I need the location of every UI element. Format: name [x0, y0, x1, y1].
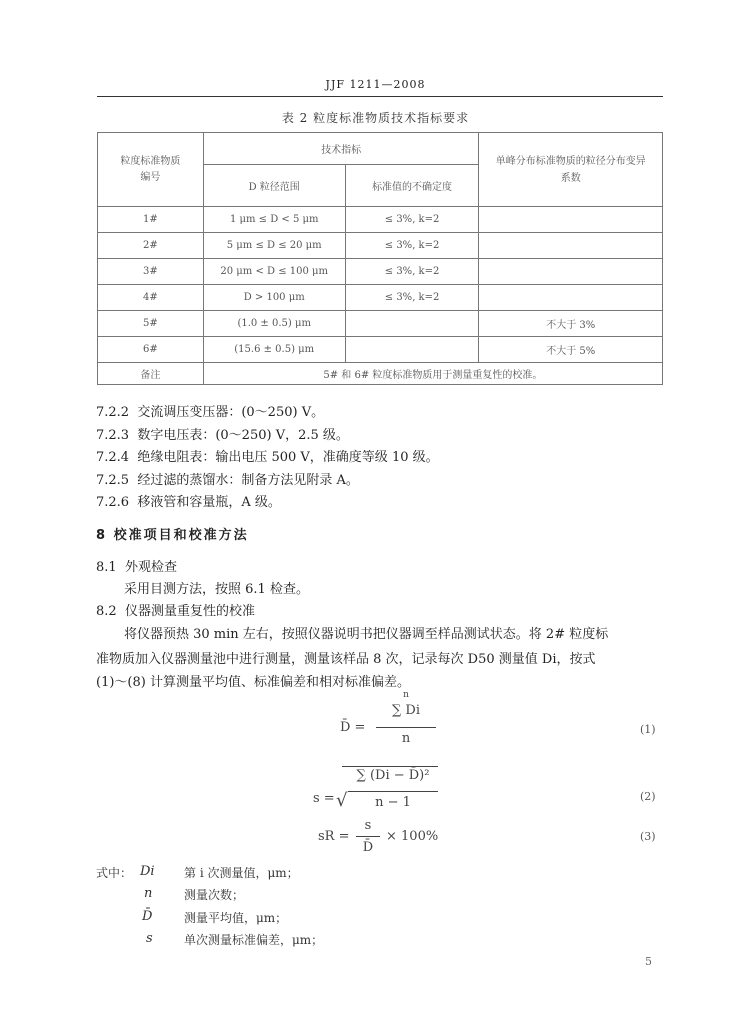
eq1-sum-top: n [403, 690, 409, 700]
col-header-id: 粒度标准物质编号 [98, 133, 204, 207]
def-text: 测量次数； [184, 888, 245, 902]
col-header-uncertainty: 标准值的不确定度 [345, 165, 479, 207]
eq2-radical-bar [342, 766, 438, 767]
section-8-1-body: 采用目测方法，按照 6.1 检查。 [124, 582, 309, 597]
eq2-label: (2) [640, 790, 656, 803]
def-text: 第 i 次测量值，μm； [184, 866, 299, 880]
header-rule [97, 96, 663, 97]
table-note-row [98, 363, 663, 385]
note-label: 备注 [98, 363, 204, 385]
table-row: 5# (1.0 ± 0.5) μm 不大于 3% [98, 311, 663, 337]
page-number: 5 [645, 955, 652, 968]
eq1-numerator: ∑ Di [392, 703, 420, 718]
item-7-2-3: 7.2.3 数字电压表：(0～250) V，2.5 级。 [96, 428, 349, 443]
page-header-code: JJF 1211—2008 [325, 78, 426, 91]
eq3-numerator: s [364, 818, 372, 833]
def-symbol: s [146, 931, 153, 946]
section-8-title: 8 校准项目和校准方法 [96, 528, 249, 543]
item-7-2-6: 7.2.6 移液管和容量瓶，A 级。 [96, 495, 281, 510]
def-symbol: n [144, 886, 153, 901]
eq2-radical-sign: √ [336, 790, 348, 811]
section-8-2-heading: 8.2 仪器测量重复性的校准 [96, 604, 255, 619]
note-text: 5# 和 6# 粒度标准物质用于测量重复性的校准。 [203, 363, 662, 385]
def-symbol: Di [140, 864, 155, 879]
where-label: 式中： [96, 866, 133, 880]
def-symbol: D̄ [142, 909, 153, 924]
section-8-2-body-line1: 将仪器预热 30 min 左右，按照仪器说明书把仪器调至样品测试状态。将 2# 粒度标 [124, 627, 609, 642]
col-header-cv: 单峰分布标准物质的粒径分布变异系数 [479, 133, 663, 207]
eq2-numerator: ∑ (Di − D̄)² [356, 768, 430, 783]
table-row: 3# 20 μm < D ≤ 100 μm ≤ 3%, k=2 [98, 259, 663, 285]
eq2-lhs: s = [313, 791, 335, 806]
def-text: 单次测量标准偏差，μm； [184, 933, 324, 947]
table-caption: 表 2 粒度标准物质技术指标要求 [281, 111, 470, 125]
section-8-2-body-line2: 准物质加入仪器测量池中进行测量，测量该样品 8 次，记录每次 D50 测量值 Di，按式 [96, 652, 596, 667]
eq1-lhs: D̄ = [340, 720, 366, 735]
eq3-denominator: D̄ [362, 840, 374, 855]
eq3-label: (3) [640, 830, 656, 843]
eq1-fraction-bar [376, 727, 436, 728]
eq1-label: (1) [640, 723, 656, 736]
table-row: 1# 1 μm ≤ D < 5 μm ≤ 3%, k=2 [98, 207, 663, 233]
table-row: 2# 5 μm ≤ D ≤ 20 μm ≤ 3%, k=2 [98, 233, 663, 259]
table-row: 4# D > 100 μm ≤ 3%, k=2 [98, 285, 663, 311]
eq3-lhs: sR = [318, 829, 350, 844]
section-8-1-heading: 8.1 外观检查 [96, 560, 177, 575]
section-8-2-body-line3: (1)～(8) 计算测量平均值、标准偏差和相对标准偏差。 [96, 675, 410, 690]
col-header-range: D 粒径范围 [203, 165, 345, 207]
def-text: 测量平均值，μm； [184, 911, 288, 925]
eq1-denominator: n [401, 731, 411, 746]
item-7-2-5: 7.2.5 经过滤的蒸馏水：制备方法见附录 A。 [96, 473, 359, 488]
item-7-2-4: 7.2.4 绝缘电阻表：输出电压 500 V，准确度等级 10 级。 [96, 450, 439, 465]
eq2-fraction-bar [348, 791, 438, 792]
table-row: 6# (15.6 ± 0.5) μm 不大于 5% [98, 337, 663, 363]
eq2-denominator: n − 1 [375, 795, 411, 810]
spec-table [97, 132, 663, 385]
eq3-tail: × 100% [386, 829, 439, 844]
item-7-2-2: 7.2.2 交流调压变压器：(0～250) V。 [96, 405, 325, 420]
eq3-fraction-bar [356, 836, 380, 837]
group-header: 技术指标 [203, 133, 479, 165]
